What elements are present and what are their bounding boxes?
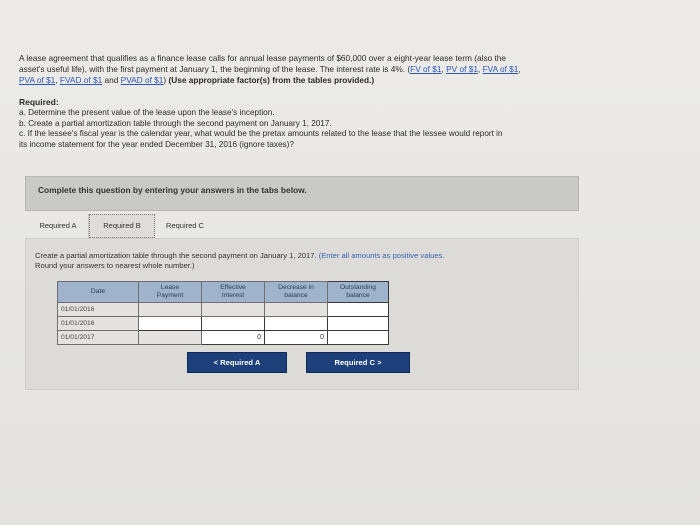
and-text: and [104,75,119,85]
required-list [19,108,639,150]
link-fvad-of-1[interactable]: FVAD of $1 [59,75,103,85]
link-pvad-of-1[interactable]: PVAD of $1 [120,75,164,85]
amortization-table [57,281,389,345]
required-c-line2: its income statement for the year ended December 31, 2016 (ignore taxes)? [19,139,294,149]
lease-payment-cell [139,331,202,345]
header-lease-payment: Lease Payment [139,282,202,303]
prev-required-a-button[interactable]: < Required A [187,352,287,373]
decrease-balance-input[interactable]: 0 [265,331,328,345]
row-date: 01/01/2016 [58,303,139,317]
panel-instr-main: Create a partial amortization table through the second payment on January 1, 2017. [35,251,317,260]
question-line-1: A lease agreement that qualifies as a finance lease calls for annual lease payments of $60,000 over a eight-year lease term (also the [19,53,507,63]
required-a: a. Determine the present value of the lease upon the lease's inception. [19,108,275,117]
factor-note: (Use appropriate factor(s) from the tables provided.) [168,75,375,85]
question-line-2-text: asset's useful life), with the first payment at January 1, the beginning of the lease. The interest rate is 4%. ( [19,64,411,74]
outstanding-balance-input[interactable] [328,317,389,331]
required-b: b. Create a partial amortization table through the second payment on January 1, 2017. [19,118,332,128]
question-line-2: asset's useful life), with the first payment at January 1, the beginning of the lease. The interest rate is 4%. (FV of $1, PV of $1, FVA of $1, [19,64,521,74]
table-row [58,331,389,345]
link-pv-of-1[interactable]: PV of $1 [446,64,478,74]
effective-interest-input[interactable]: 0 [202,331,265,345]
header-date: Date [58,282,139,303]
effective-interest-input[interactable] [202,317,265,331]
panel-instructions [35,251,575,270]
table-row [58,317,389,331]
outstanding-balance-input[interactable] [328,303,389,317]
outstanding-balance-input[interactable] [328,331,389,345]
link-pva-of-1[interactable]: PVA of $1 [19,75,56,85]
panel-instr-rounding: Round your answers to nearest whole number.) [35,260,195,270]
header-outstanding-balance: Outstanding balance [328,282,389,303]
lease-payment-input[interactable] [139,317,202,331]
required-heading: Required: [19,97,59,107]
decrease-balance-cell [265,303,328,317]
question-text [19,53,639,86]
tab-required-b[interactable]: Required B [89,214,155,238]
tab-required-a[interactable]: Required A [28,214,89,238]
decrease-balance-input[interactable] [265,317,328,331]
tab-required-c[interactable]: Required C [166,221,204,230]
panel-instr-note: (Enter all amounts as positive values. [318,251,445,260]
required-c-line1: c. If the lessee's fiscal year is the calendar year, what would be the pretax amounts related to the lease that the lessee would report in [19,129,503,138]
instruction-text: Complete this question by entering your answers in the tabs below. [38,185,307,195]
row-date: 01/01/2017 [58,331,139,345]
header-decrease-balance: Decrease in balance [265,282,328,303]
row-date: 01/01/2016 [58,317,139,331]
link-fv-of-1[interactable]: FV of $1 [410,64,442,74]
link-fva-of-1[interactable]: FVA of $1 [482,64,519,74]
table-header-row [58,282,389,303]
instruction-box [25,176,579,211]
effective-interest-cell [202,303,265,317]
lease-payment-cell [139,303,202,317]
header-effective-interest: Effective Interest [202,282,265,303]
question-line-3: PVA of $1, FVAD of $1 and PVAD of $1) (Use appropriate factor(s) from the tables provided.) [19,75,375,85]
table-row [58,303,389,317]
next-required-c-button[interactable]: Required C > [306,352,410,373]
